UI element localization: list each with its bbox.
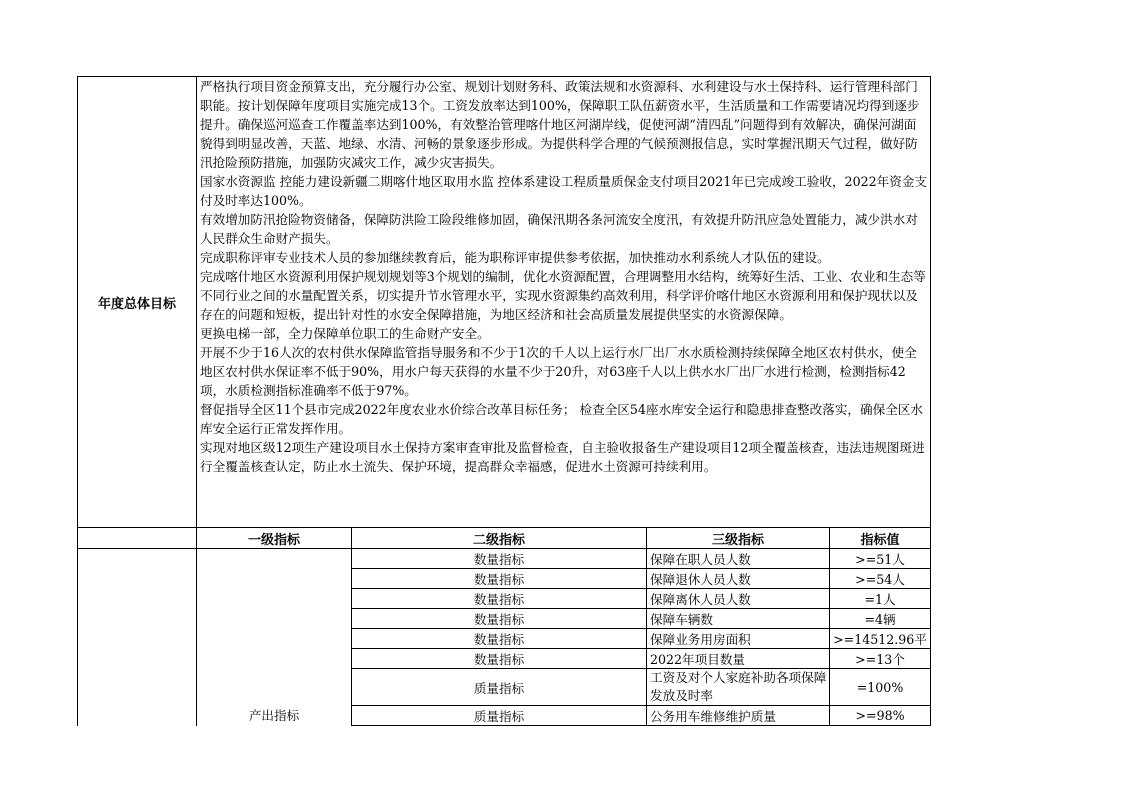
- level2-cell: 数量指标: [352, 569, 647, 589]
- goal-table: [77, 76, 931, 726]
- value-cell: >=98%: [830, 706, 931, 726]
- annual-goal-label: 年度总体目标: [78, 77, 197, 528]
- goal-paragraph: 国家水资源监 控能力建设新疆二期喀什地区取用水监 控体系建设工程质量质保金支付项目2021年已完成竣工验收，2022年资金支付及时率达100%。: [200, 174, 927, 208]
- goal-row: [78, 77, 931, 528]
- indicator-row: [78, 549, 931, 569]
- level3-cell: 2022年项目数量: [647, 649, 830, 669]
- goal-paragraph: 有效增加防汛抢险物资储备，保障防洪险工险段维修加固，确保汛期各条河流安全度汛，有效提升防汛应急处置能力，减少洪水对人民群众生命财产损失。: [200, 212, 918, 246]
- header-level3: 三级指标: [647, 528, 830, 549]
- level2-cell: 质量指标: [352, 669, 647, 706]
- annual-goal-text: [197, 77, 931, 528]
- performance-goal-sheet: [77, 76, 930, 726]
- level2-cell: 数量指标: [352, 649, 647, 669]
- goal-paragraph: 严格执行项目资金预算支出，充分履行办公室、规划计划财务科、政策法规和水资源科、水利建设与水土保持科、运行管理科部门职能。按计划保障年度项目实施完成13个。工资发放率达到100%，保障职工队伍薪资水平，生活质量和工作需要请况均得到逐步提升。确保巡河巡查工作覆盖率达到100%，有效整治管理喀什地区河湖岸线，促使河湖“清四乱”问题得到有效解决，确保河湖面貌得到明显改善，天蓝、地绿、水清、河畅的景象逐步形成。为提供科学合理的气候预测报信息，实时掌握汛期天气过程，做好防汛抢险预防措施，加强防灾减灾工作，减少灾害损失。: [200, 79, 920, 170]
- level2-cell: 数量指标: [352, 589, 647, 609]
- level3-cell: 保障车辆数: [647, 609, 830, 629]
- level3-cell: 保障业务用房面积: [647, 629, 830, 649]
- header-value: 指标值: [830, 528, 931, 549]
- header-level2: 二级指标: [352, 528, 647, 549]
- value-cell: >=13个: [830, 649, 931, 669]
- goal-paragraph: 完成职称评审专业技术人员的参加继续教育后，能为职称评审提供参考依据，加快推动水利系统人才队伍的建设。: [200, 250, 830, 265]
- value-cell: =4辆: [830, 609, 931, 629]
- level2-cell: 数量指标: [352, 609, 647, 629]
- goal-paragraph: 实现对地区级12项生产建设项目水土保持方案审查审批及监督检查，自主验收报备生产建设项目12项全覆盖核查，违法违规图斑进行全覆盖核查认定，防止水土流失、保护环境，提高群众幸福感，促进水土资源可持续利用。: [200, 440, 925, 474]
- goal-paragraph: 完成喀什地区水资源利用保护规划规划等3个规划的编制，优化水资源配置，合理调整用水结构，统筹好生活、工业、农业和生态等不同行业之间的水量配置关系，切实提升节水管理水平，实现水资源集约高效利用，科学评价喀什地区水资源利用和保护现状以及存在的问题和短板，提出针对性的水安全保障措施，为地区经济和社会高质量发展提供坚实的水资源保障。: [200, 269, 926, 322]
- value-cell: =1人: [830, 589, 931, 609]
- level3-cell: 公务用车维修维护质量: [647, 706, 830, 726]
- header-level1: 一级指标: [197, 528, 352, 549]
- value-cell: >=54人: [830, 569, 931, 589]
- level3-cell: 保障在职人员人数: [647, 549, 830, 569]
- level3-cell: 保障退休人员人数: [647, 569, 830, 589]
- goal-paragraph: 更换电梯一部，全力保障单位职工的生命财产安全。: [200, 326, 490, 341]
- level3-cell: 工资及对个人家庭补助各项保障发放及时率: [647, 669, 830, 706]
- indicator-header-row: [78, 528, 931, 549]
- header-blank: [78, 528, 197, 549]
- level1-output-indicator: 产出指标: [197, 549, 352, 726]
- goal-paragraph: 督促指导全区11个县市完成2022年度农业水价综合改革目标任务； 检查全区54座水库安全运行和隐患排查整改落实，确保全区水库安全运行正常发挥作用。: [200, 402, 923, 436]
- blank-left-cell: [78, 549, 197, 726]
- level2-cell: 数量指标: [352, 629, 647, 649]
- value-cell: >=14512.96平: [830, 629, 931, 649]
- value-cell: =100%: [830, 669, 931, 706]
- level2-cell: 质量指标: [352, 706, 647, 726]
- level3-cell: 保障离休人员人数: [647, 589, 830, 609]
- level2-cell: 数量指标: [352, 549, 647, 569]
- goal-paragraph: 开展不少于16人次的农村供水保障监管指导服务和不少于1次的千人以上运行水厂出厂水水质检测持续保障全地区农村供水，使全地区农村供水保证率不低于90%，用水户每天获得的水量不少于20升，对63座千人以上供水水厂出厂水进行检测，检测指标42项，水质检测指标准确率不低于97%。: [200, 345, 917, 398]
- value-cell: >=51人: [830, 549, 931, 569]
